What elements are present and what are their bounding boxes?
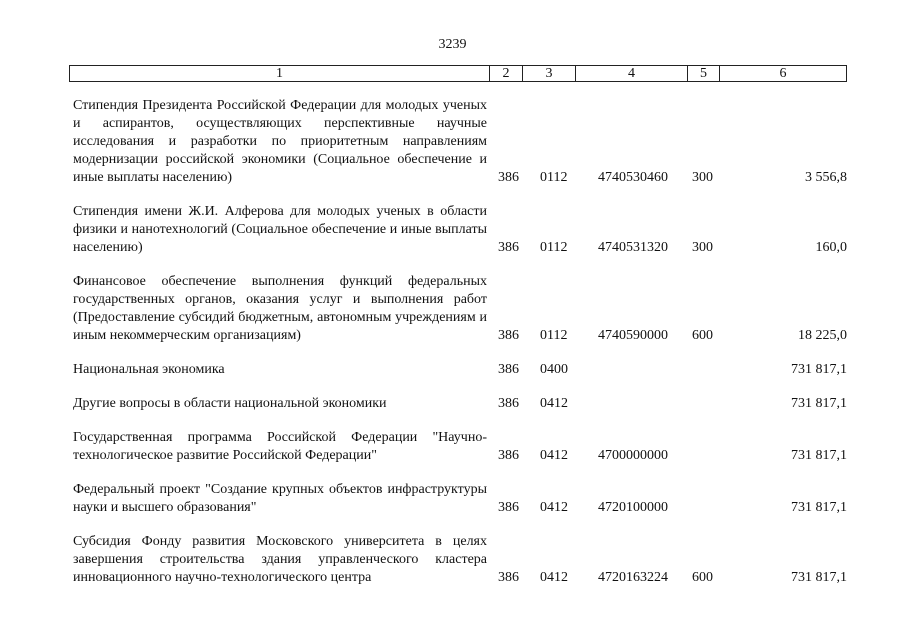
row-ved-code: 386 (498, 170, 519, 185)
row-amount: 731 817,1 (791, 500, 847, 515)
row-amount: 731 817,1 (791, 362, 847, 377)
row-section-code: 0112 (540, 240, 568, 255)
row-target-code: 4740530460 (598, 170, 668, 185)
row-expense-type: 300 (692, 240, 713, 255)
budget-table-body (0, 97, 905, 603)
table-row (0, 273, 905, 345)
column-header-2: 2 (490, 66, 523, 81)
row-ved-code: 386 (498, 448, 519, 463)
row-section-code: 0412 (540, 500, 568, 515)
page-number: 3239 (438, 37, 467, 52)
row-description: Стипендия имени Ж.И. Алферова для молодых ученых в области физики и нанотехнологий (Социальное обеспечение и иные выплаты населению) (73, 204, 487, 255)
table-row (0, 481, 905, 517)
row-description: Национальная экономика (73, 362, 225, 377)
row-amount: 3 556,8 (805, 170, 847, 185)
row-amount: 731 817,1 (791, 448, 847, 463)
row-description: Субсидия Фонду развития Московского университета в целях завершения строительства здания управленческого кластера инновационного научно-технологического центра (73, 534, 487, 585)
table-row (0, 533, 905, 587)
row-amount: 731 817,1 (791, 570, 847, 585)
row-target-code: 4700000000 (598, 448, 668, 463)
row-expense-type: 600 (692, 570, 713, 585)
table-row (0, 203, 905, 257)
table-row (0, 429, 905, 465)
row-target-code: 4740531320 (598, 240, 668, 255)
column-header-row (69, 65, 847, 82)
row-section-code: 0112 (540, 170, 568, 185)
column-header-6: 6 (779, 66, 787, 81)
row-expense-type: 300 (692, 170, 713, 185)
table-row (0, 395, 905, 413)
column-header-5: 5 (688, 66, 720, 81)
row-ved-code: 386 (498, 362, 519, 377)
row-section-code: 0400 (540, 362, 568, 377)
row-section-code: 0112 (540, 328, 568, 343)
row-section-code: 0412 (540, 396, 568, 411)
row-amount: 18 225,0 (798, 328, 847, 343)
column-header-1: 1 (70, 66, 490, 81)
table-row (0, 361, 905, 379)
row-amount: 160,0 (815, 240, 847, 255)
column-header-3: 3 (523, 66, 576, 81)
row-section-code: 0412 (540, 448, 568, 463)
row-section-code: 0412 (540, 570, 568, 585)
row-description: Федеральный проект "Создание крупных объектов инфраструктуры науки и высшего образования" (73, 482, 487, 515)
row-amount: 731 817,1 (791, 396, 847, 411)
row-target-code: 4720100000 (598, 500, 668, 515)
row-description: Стипендия Президента Российской Федерации для молодых ученых и аспирантов, осуществляющих перспективные научные исследования и разработки по приоритетным направлениям модернизации российской экономики (Социальное обеспечение и иные выплаты населению) (73, 98, 487, 185)
row-ved-code: 386 (498, 396, 519, 411)
column-header-4: 4 (576, 66, 688, 81)
row-description: Государственная программа Российской Федерации "Научно-технологическое развитие Российской Федерации" (73, 430, 487, 463)
row-expense-type: 600 (692, 328, 713, 343)
row-ved-code: 386 (498, 570, 519, 585)
table-row (0, 97, 905, 187)
row-target-code: 4720163224 (598, 570, 668, 585)
row-ved-code: 386 (498, 500, 519, 515)
row-ved-code: 386 (498, 240, 519, 255)
row-description: Финансовое обеспечение выполнения функций федеральных государственных органов, оказания услуг и выполнения работ (Предоставление субсидий бюджетным, автономным учреждениям и иным некоммерческим организациям) (73, 274, 487, 343)
row-ved-code: 386 (498, 328, 519, 343)
row-description: Другие вопросы в области национальной экономики (73, 396, 387, 411)
row-target-code: 4740590000 (598, 328, 668, 343)
